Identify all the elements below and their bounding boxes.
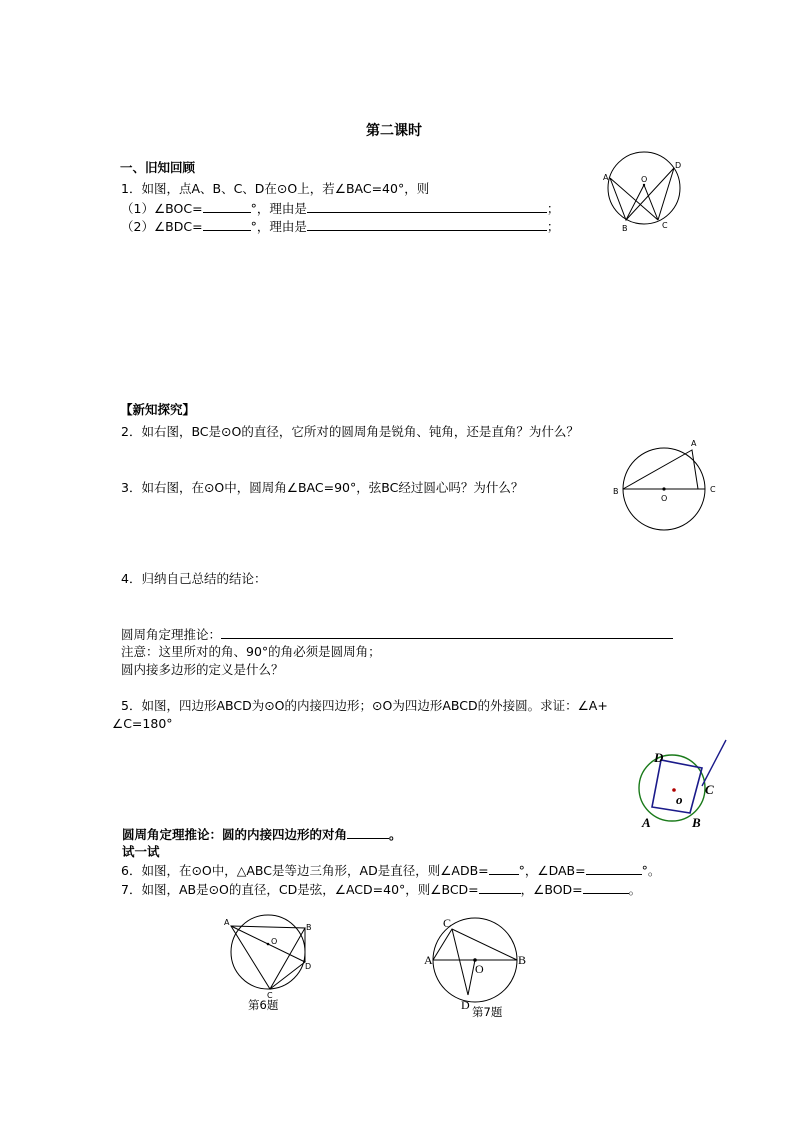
corollary-2-prefix: 圆周角定理推论：圆的内接四边形的对角 (122, 827, 348, 842)
label-d: D (675, 161, 682, 170)
label-c: C (267, 991, 273, 1000)
center-point (267, 943, 270, 946)
chords-acb (433, 929, 517, 960)
q7-part-a: 7．如图，AB是⊙O的直径，CD是弦，∠ACD=40°，则∠BCD= (121, 882, 479, 897)
corollary-label: 圆周角定理推论： (121, 627, 222, 642)
figure-7-circle-diagram (420, 912, 540, 1012)
label-o: O (475, 962, 484, 976)
answer-blank[interactable] (583, 881, 629, 894)
q6-part-b: °，∠DAB= (518, 863, 586, 878)
label-o: O (641, 175, 648, 184)
q1-p2-end: ； (546, 219, 560, 234)
answer-blank[interactable] (586, 862, 642, 875)
q1-p1-mid: °，理由是 (250, 201, 307, 216)
chord-lines (610, 178, 658, 220)
label-a: A (691, 439, 697, 448)
question-5-line-2: ∠C=180° (112, 716, 173, 731)
page-title: 第二课时 (366, 123, 422, 139)
label-b: B (518, 953, 527, 967)
label-a: A (642, 815, 651, 830)
center-point (662, 487, 665, 490)
figure-2-circle-diagram (606, 432, 726, 542)
label-o: O (661, 494, 668, 503)
section-heading-practice: 试一试 (122, 844, 160, 859)
label-o: O (271, 937, 278, 946)
label-d: D (654, 750, 664, 765)
label-c: C (662, 221, 668, 230)
question-4: 4．归纳自己总结的结论： (121, 571, 267, 586)
label-a: A (424, 953, 433, 967)
figure-6-caption: 第6题 (248, 998, 279, 1012)
circle (639, 755, 705, 821)
question-7 (121, 881, 641, 898)
q1-p2-prefix: （2）∠BDC= (121, 219, 203, 234)
chord-lines-d (626, 168, 674, 220)
chords-ba-ac (623, 450, 698, 489)
figure-5-inscribed-quadrilateral (630, 736, 740, 836)
label-o: o (676, 792, 683, 807)
question-1-part-2 (121, 218, 559, 235)
q6-part-c: °。 (641, 863, 661, 878)
answer-blank[interactable] (479, 881, 521, 894)
section-heading-review: 一、旧知回顾 (120, 160, 196, 175)
q1-p1-prefix: （1）∠BOC= (121, 201, 203, 216)
label-b: B (613, 487, 619, 496)
radius-od (468, 960, 475, 995)
answer-blank[interactable] (489, 862, 519, 875)
section-heading-explore: 【新知探究】 (120, 402, 196, 417)
question-5-line-1: 5．如图，四边形ABCD为⊙O的内接四边形；⊙O为四边形ABCD的外接圆。求证：∠A+ (121, 698, 608, 713)
q7-part-b: ，∠BOD= (520, 882, 583, 897)
polygon-question: 圆内接多边形的定义是什么？ (121, 662, 284, 677)
q7-part-c: 。 (628, 882, 642, 897)
question-3: 3．如右图，在⊙O中，圆周角∠BAC=90°，弦BC经过圆心吗？为什么？ (121, 480, 524, 495)
label-c: C (443, 916, 452, 930)
label-a: A (603, 173, 609, 182)
q1-p2-mid: °，理由是 (250, 219, 307, 234)
reason-blank[interactable] (307, 200, 547, 213)
label-a: A (224, 918, 230, 927)
corollary-2 (122, 826, 402, 843)
question-6 (121, 862, 660, 879)
corollary-2-end: 。 (389, 827, 402, 842)
corollary-blank[interactable] (221, 626, 673, 639)
corollary-line (121, 626, 673, 643)
question-1-stem: 1．如图，点A、B、C、D在⊙O上，若∠BAC=40°，则 (121, 181, 430, 196)
corollary-2-blank[interactable] (347, 826, 389, 839)
diameter-ad-and-chords (231, 926, 305, 989)
label-d: D (461, 998, 470, 1012)
figure-7-caption: 第7题 (472, 1005, 503, 1019)
answer-blank[interactable] (203, 218, 251, 231)
label-c: C (705, 782, 714, 797)
q6-part-a: 6．如图，在⊙O中，△ABC是等边三角形，AD是直径，则∠ADB= (121, 863, 489, 878)
chord-cd (452, 929, 468, 995)
triangle-abc (231, 926, 305, 989)
circle (608, 152, 680, 224)
figure-6-circle-diagram (218, 912, 328, 1002)
question-2: 2．如右图，BC是⊙O的直径，它所对的圆周角是锐角、钝角，还是直角？为什么？ (121, 424, 579, 439)
center-point (643, 184, 645, 186)
label-d: D (305, 962, 312, 971)
q1-p1-end: ； (546, 201, 560, 216)
label-c: C (710, 485, 716, 494)
label-b: B (622, 224, 628, 233)
reason-blank[interactable] (307, 218, 547, 231)
note-text: 注意：这里所对的角、90°的角必须是圆周角； (121, 644, 381, 659)
label-b: B (692, 815, 701, 830)
answer-blank[interactable] (203, 200, 251, 213)
question-1-part-1 (121, 200, 559, 217)
figure-1-circle-diagram (596, 148, 696, 238)
label-b: B (306, 923, 312, 932)
tangent-line (702, 740, 726, 786)
